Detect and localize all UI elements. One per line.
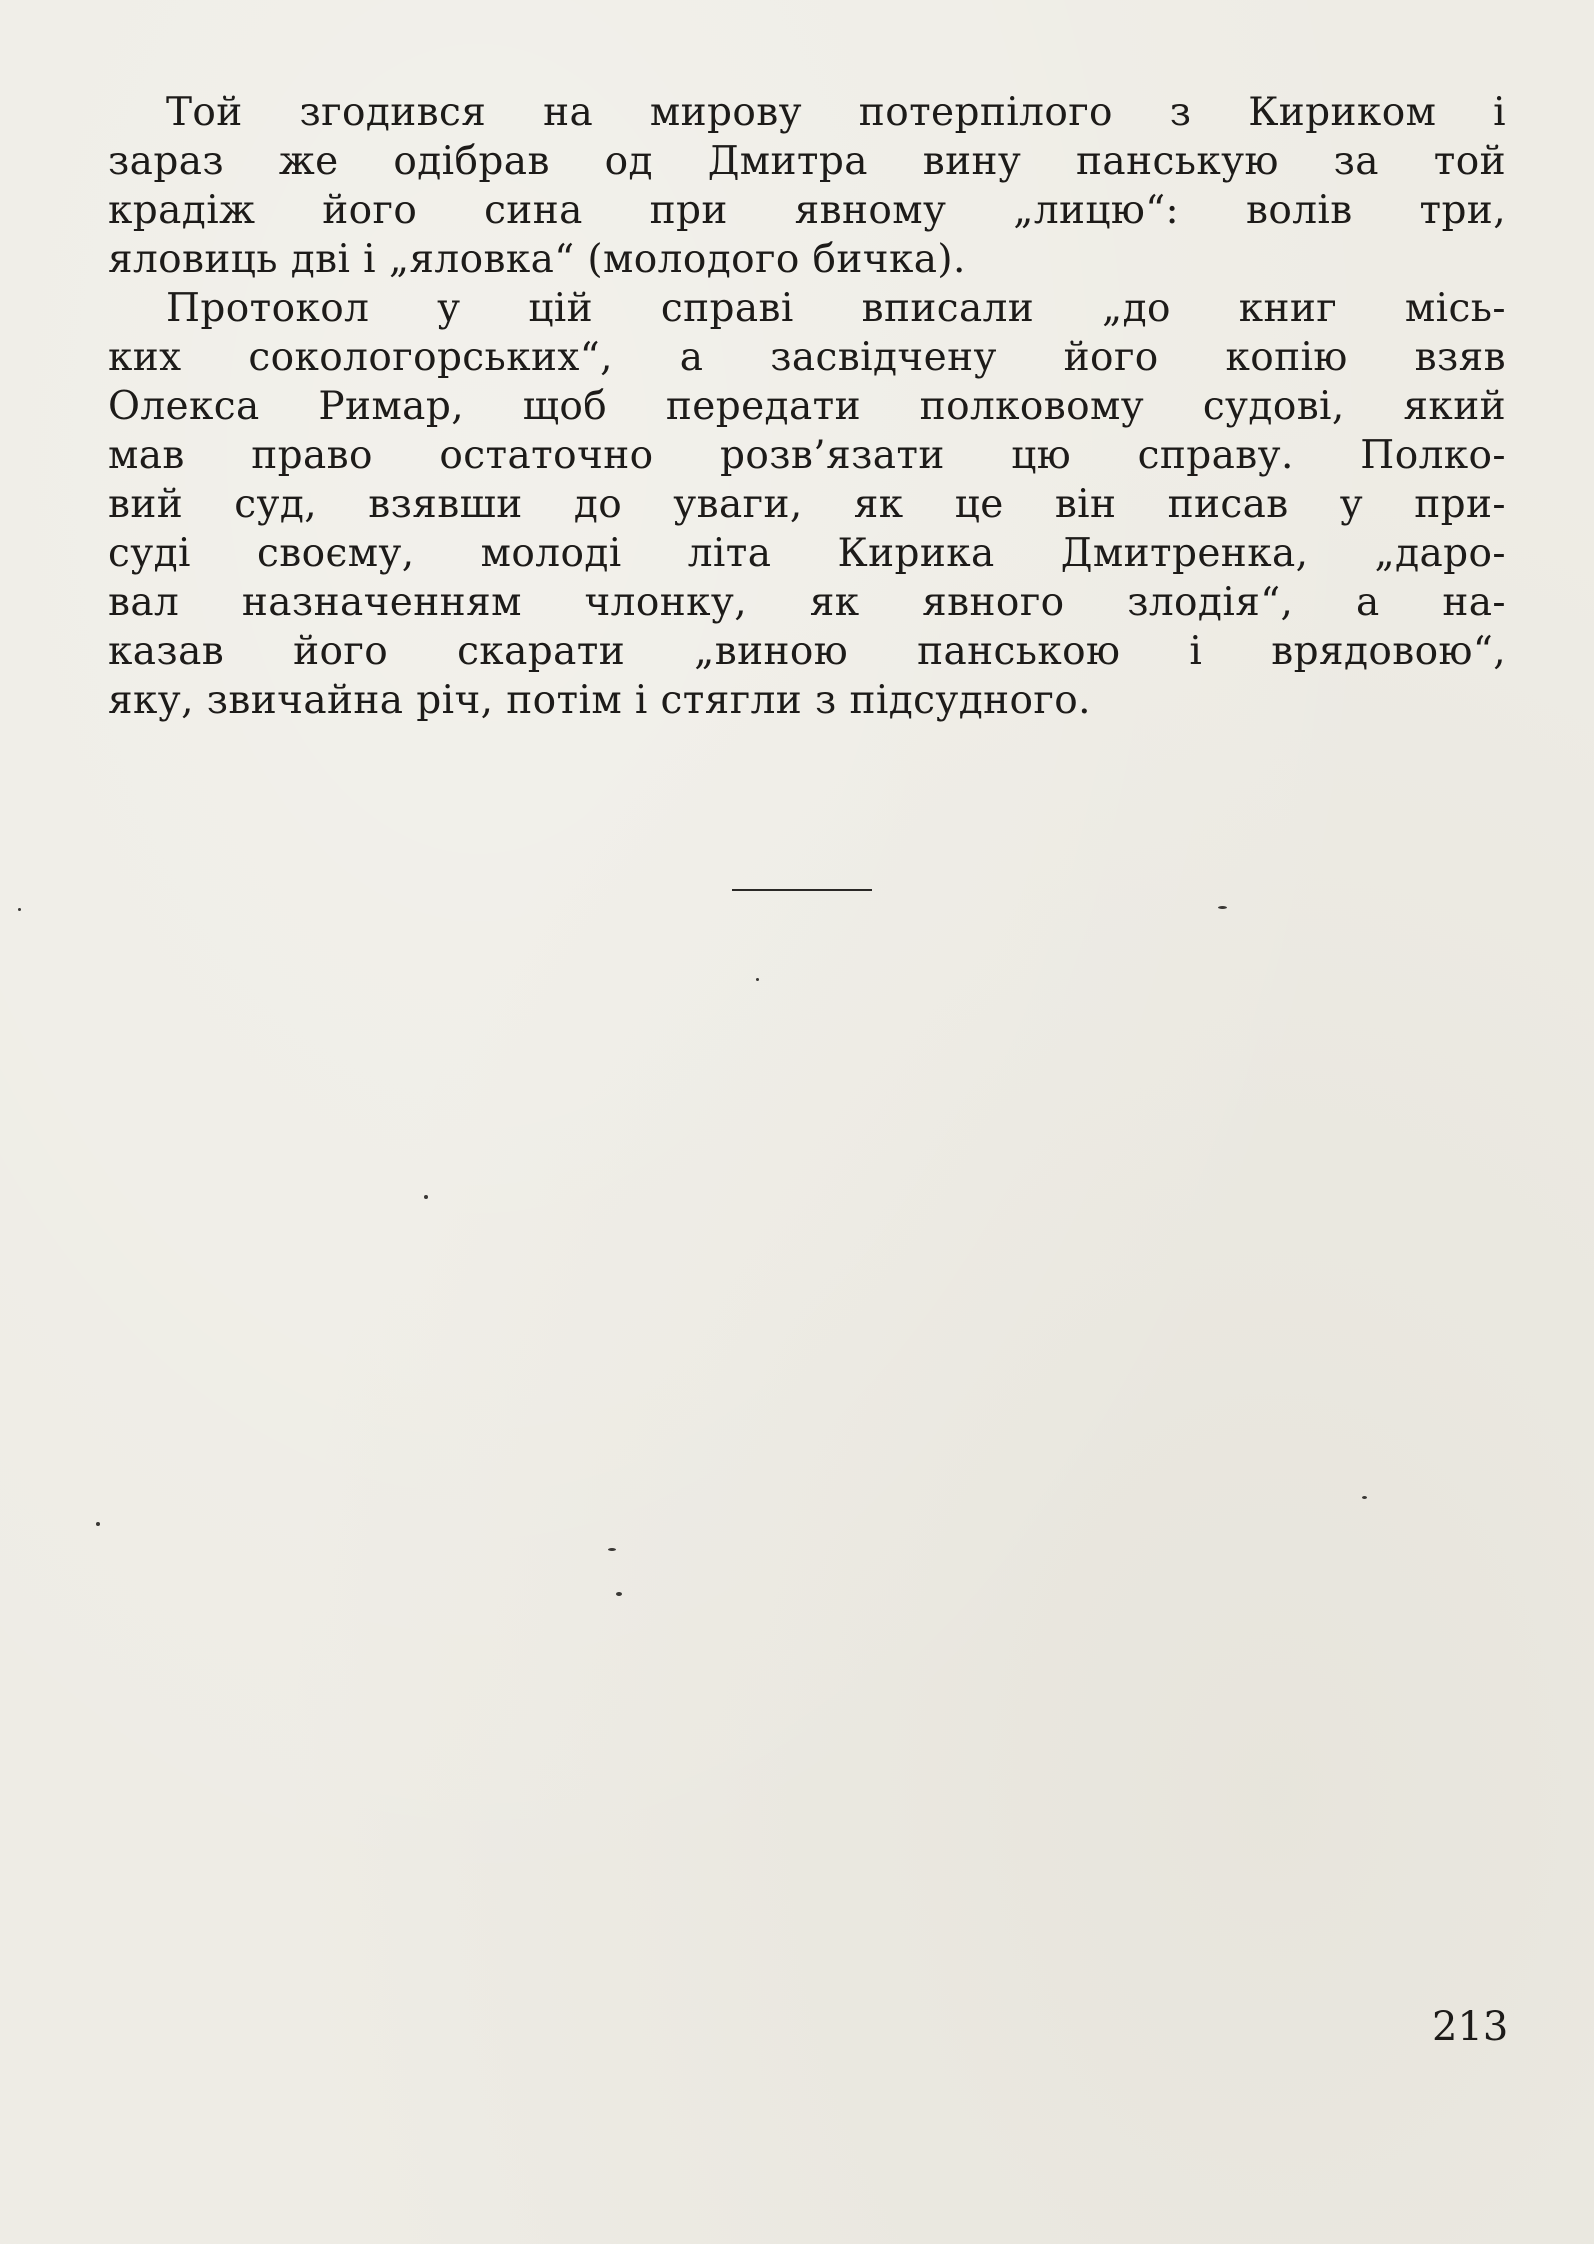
text-line: зараз же одібрав од Дмитра вину панськую за той (108, 139, 1506, 184)
text-line: Протокол у цій справі вписали „до книг місь- (166, 286, 1506, 331)
text-line: Той згодився на мирову потерпілого з Кириком і (166, 90, 1506, 135)
text-line: суді своєму, молоді літа Кирика Дмитренка, „даро- (108, 531, 1506, 576)
text-line: яловиць дві і „яловка“ (молодого бичка). (108, 237, 966, 282)
page-number: 213 (1432, 2004, 1509, 2050)
scan-speck (756, 978, 759, 981)
scan-speck (616, 1592, 622, 1596)
scan-speck (18, 908, 21, 911)
text-line: ких сокологорських“, а засвідчену його копію взяв (108, 335, 1506, 380)
scan-speck (1218, 906, 1227, 909)
section-separator (732, 889, 872, 891)
text-line: крадіж його сина при явному „лицю“: волів три, (108, 188, 1506, 233)
scan-speck (424, 1195, 428, 1199)
text-line: Олекса Римар, щоб передати полковому судові, який (108, 384, 1506, 429)
text-line: вал назначенням члонку, як явного злодія“, а на- (108, 580, 1506, 625)
text-line: казав його скарати „виною панською і врядовою“, (108, 629, 1506, 674)
scan-speck (608, 1548, 616, 1551)
scan-speck (1362, 1496, 1367, 1499)
text-line: мав право остаточно розв’язати цю справу. Полко- (108, 433, 1506, 478)
text-line: вий суд, взявши до уваги, як це він писав у при- (108, 482, 1506, 527)
scan-speck (96, 1522, 100, 1526)
body-text (108, 88, 1506, 725)
text-line: яку, звичайна річ, потім і стягли з підсудного. (108, 678, 1091, 723)
